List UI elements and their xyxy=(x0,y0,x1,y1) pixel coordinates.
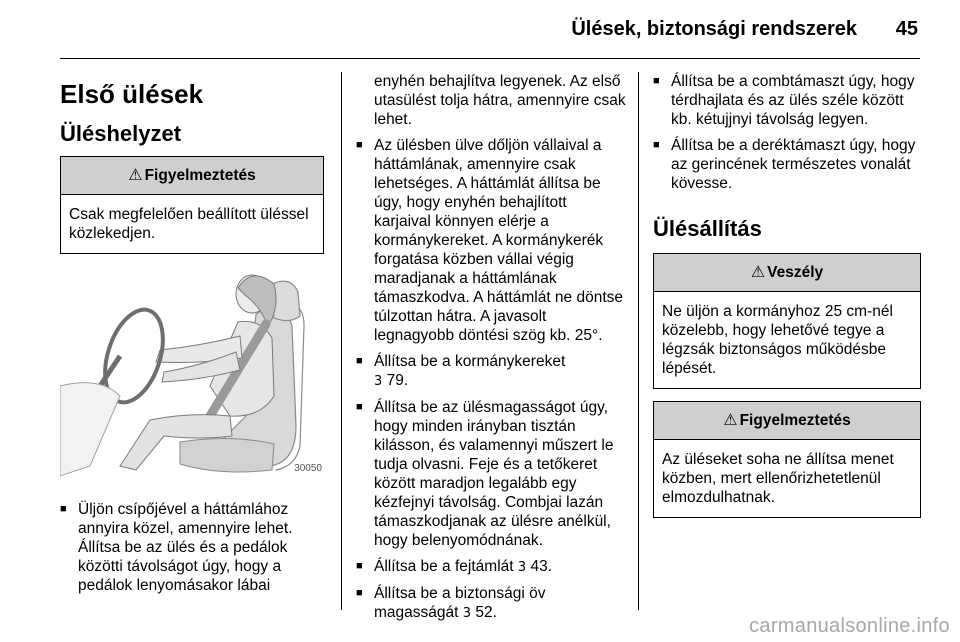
bullet-list xyxy=(60,500,324,595)
continued-text: enyhén behajlítva legyenek. Az első utasülést tolja hátra, amennyire csak lehet. xyxy=(374,73,626,128)
warning-box xyxy=(60,156,324,254)
page-reference-icon: 3 xyxy=(517,560,527,575)
warning-box-header xyxy=(654,402,920,440)
header-rule xyxy=(60,58,920,59)
page-reference-link[interactable]: 52. xyxy=(475,604,497,621)
warning-triangle-icon: ⚠ xyxy=(723,412,738,429)
bullet-list xyxy=(653,72,921,193)
subsection-title: Üléshelyzet xyxy=(60,121,182,146)
column-divider xyxy=(638,72,639,610)
warning-box-header xyxy=(61,157,323,195)
figure-number: 30050 xyxy=(294,463,322,474)
warning-box-text: Az üléseket soha ne állítsa menet közben, mert ellenőrizhetetlenül elmozdulhatnak. xyxy=(662,451,894,506)
danger-box-header xyxy=(654,254,920,292)
danger-box xyxy=(653,253,921,389)
list-item: ■ Az ülésben ülve dőljön vállaival a háttámlának, amennyire csak lehetséges. A háttámlát állítsa be úgy, hogy enyhén behajlított karjaival könnyen elérje a kormánykereket. A kormánykerék forgatása közben vállai végig maradjanak a háttámlának támaszkodva. A háttámlát ne döntse túlzottan hátra. A javasolt legnagyobb döntési szög kb. 25°. xyxy=(356,136,626,345)
page-reference-link[interactable]: 79. xyxy=(386,372,409,389)
seating-position-illustration xyxy=(60,266,324,482)
header-title: Ülések, biztonsági rendszerek xyxy=(571,18,857,40)
page-number: 45 xyxy=(895,18,918,40)
page-reference-icon: 3 xyxy=(462,606,472,621)
list-item: ■ Állítsa be a kormánykereket 3 79. xyxy=(356,352,626,391)
list-item: ■ Állítsa be a combtámaszt úgy, hogy térdhajlata és az ülés széle között kb. kétujjnyi távolság legyen. xyxy=(653,72,921,129)
bullet-list xyxy=(356,136,626,623)
danger-box-title: Veszély xyxy=(767,264,824,281)
list-item: ■ Állítsa be a fejtámlát 3 43. xyxy=(356,557,626,577)
danger-box-text: Ne üljön a kormányhoz 25 cm-nél közelebb, hogy lehetővé tegye a légzsák biztonságos működésbe lépését. xyxy=(662,303,893,377)
subsection-title: Ülésállítás xyxy=(653,216,762,241)
column-divider xyxy=(341,72,342,610)
list-item: ■ Állítsa be az ülésmagasságot úgy, hogy minden irányban tisztán kilásson, és valamennyi műszert le tudja olvasni. Feje és a tetőkeret között maradjon legalább egy kézfejnyi távolság. Combjai lazán támaszkodjanak az ülésre anélkül, hogy belenyomódnának. xyxy=(356,398,626,550)
section-title: Első ülések xyxy=(60,79,204,109)
page-reference-icon: 3 xyxy=(374,374,383,389)
column-3 xyxy=(653,72,921,530)
page-header xyxy=(0,0,960,60)
warning-box xyxy=(653,401,921,518)
list-item: ■ Állítsa be a biztonsági öv magasságát 3 52. xyxy=(356,584,626,623)
warning-box-title: Figyelmeztetés xyxy=(739,412,851,429)
watermark: carmanualsonline.info xyxy=(749,615,950,637)
column-2 xyxy=(356,72,626,630)
warning-box-text: Csak megfelelően beállított üléssel közlekedjen. xyxy=(69,206,309,242)
warning-triangle-icon: ⚠ xyxy=(128,167,143,184)
list-item: ■ Állítsa be a deréktámaszt úgy, hogy az gerincének természetes vonalát kövesse. xyxy=(653,136,921,193)
warning-box-title: Figyelmeztetés xyxy=(144,167,256,184)
page-reference-link[interactable]: 43. xyxy=(530,558,553,575)
column-1 xyxy=(60,72,324,602)
driver-seat-drawing xyxy=(60,266,324,482)
list-item: ■ Üljön csípőjével a háttámlához annyira közel, amennyire lehet. Állítsa be az ülés és a pedálok közötti távolságot úgy, hogy a pedálok lenyomásakor lábai xyxy=(60,500,324,595)
warning-triangle-icon: ⚠ xyxy=(750,264,766,281)
